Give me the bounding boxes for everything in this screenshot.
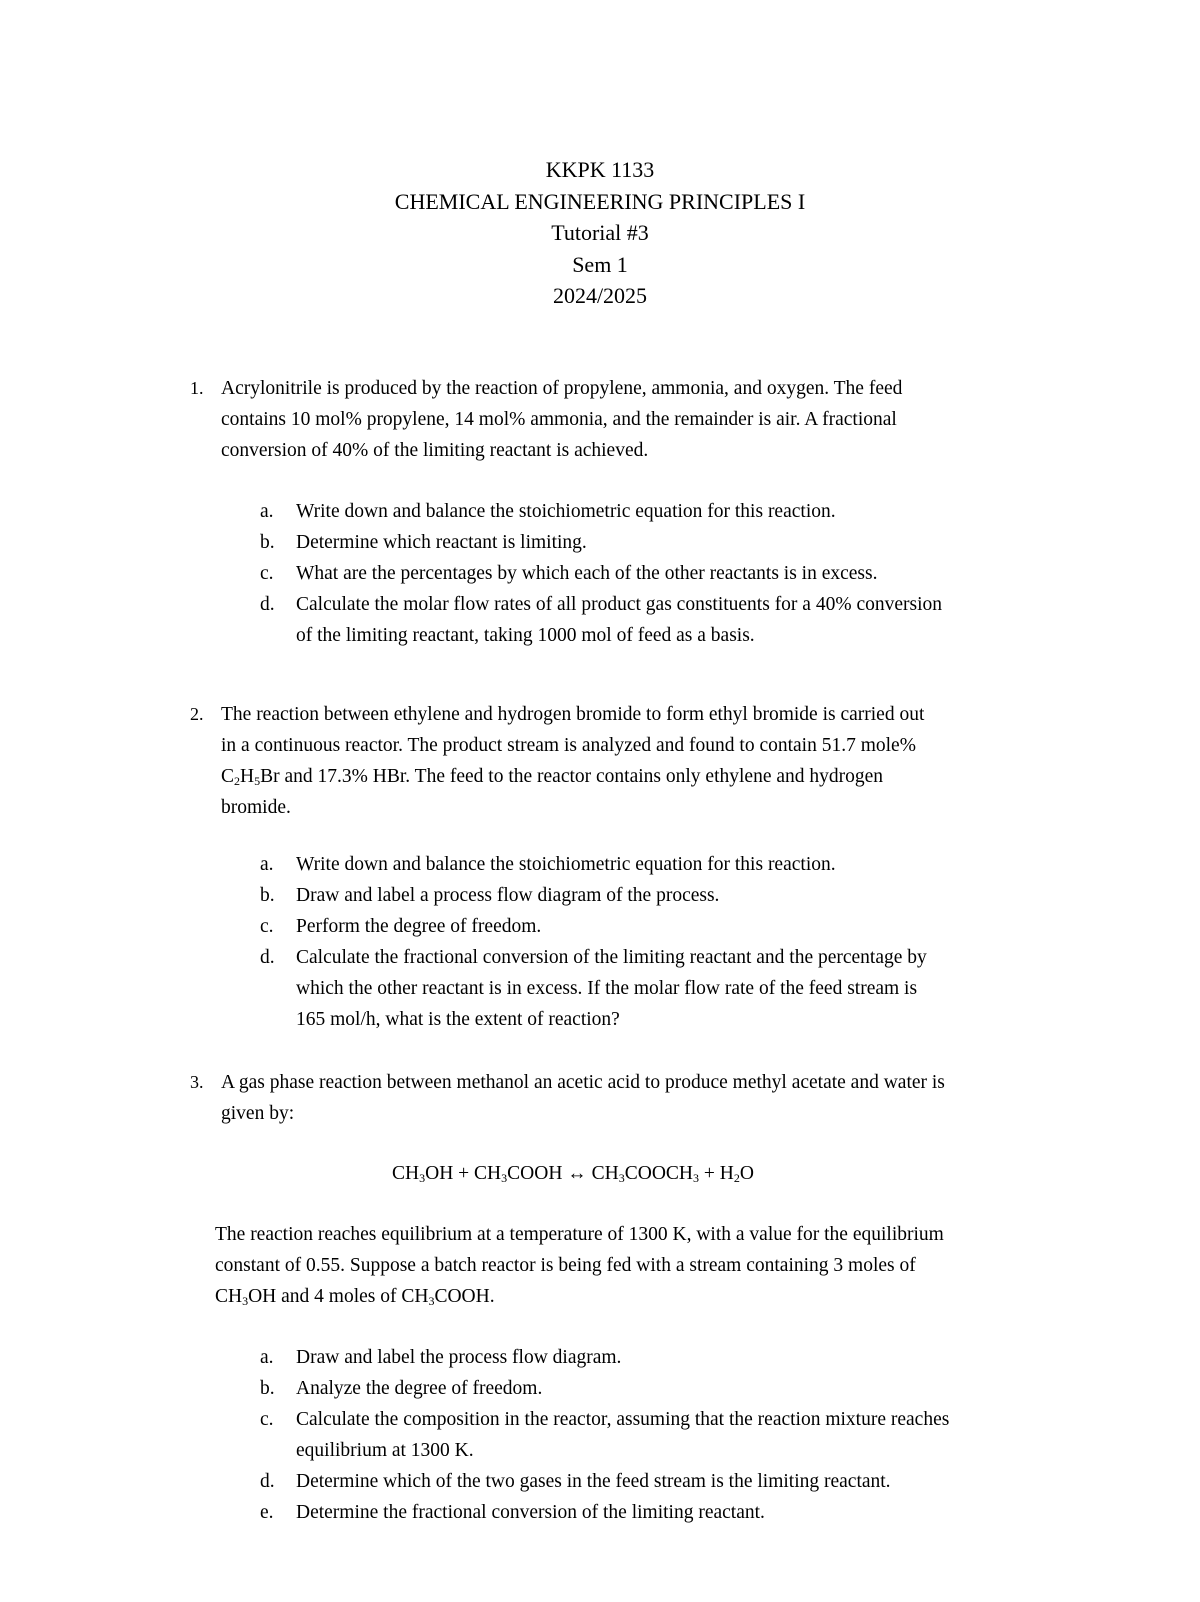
part-c [0, 1404, 1200, 1466]
question-line: A gas phase reaction between methanol an acetic acid to produce methyl acetate and water is [221, 1072, 945, 1093]
equation-part: + H [699, 1163, 734, 1184]
paragraph-line: The reaction reaches equilibrium at a temperature of 1300 K, with a value for the equilibrium [215, 1224, 944, 1245]
part-text: Perform the degree of freedom. [296, 916, 542, 937]
course-code: KKPK 1133 [545, 157, 655, 182]
part-label: c. [260, 563, 274, 584]
part-d [0, 589, 1200, 651]
part-text-continued: of the limiting reactant, taking 1000 mol of feed as a basis. [296, 625, 755, 646]
part-text: Determine which of the two gases in the feed stream is the limiting reactant. [296, 1471, 891, 1492]
subscript: 3 [693, 1171, 700, 1185]
part-text: Determine the fractional conversion of the limiting reactant. [296, 1502, 765, 1523]
subscript: 3 [428, 1294, 435, 1308]
part-label: b. [260, 1378, 275, 1399]
part-text: Draw and label a process flow diagram of the process. [296, 885, 720, 906]
part-label: a. [260, 1347, 274, 1368]
question-line: conversion of 40% of the limiting reactant is achieved. [221, 440, 649, 461]
part-label: e. [260, 1502, 274, 1523]
course-title: CHEMICAL ENGINEERING PRINCIPLES I [394, 188, 806, 214]
part-label: b. [260, 885, 275, 906]
question-text [221, 1067, 1081, 1129]
part-text-continued: equilibrium at 1300 K. [296, 1440, 474, 1461]
paragraph-line: constant of 0.55. Suppose a batch reactor is being fed with a stream containing 3 moles of [215, 1255, 916, 1276]
question-number: 1. [190, 378, 204, 398]
subscript: 3 [501, 1171, 508, 1185]
part-label: d. [260, 947, 275, 968]
subscript: 5 [254, 774, 261, 788]
part-text: Calculate the composition in the reactor, assuming that the reaction mixture reaches [296, 1409, 950, 1430]
part-text: Calculate the fractional conversion of the limiting reactant and the percentage by [296, 947, 927, 968]
part-c [0, 558, 1200, 589]
formula-c: C [221, 766, 235, 787]
formula-h: H [240, 766, 255, 787]
part-label: c. [260, 1409, 274, 1430]
equation-part: O [739, 1163, 754, 1184]
equation-part: CH [392, 1163, 420, 1184]
part-label: a. [260, 854, 274, 875]
equation-part: COOH ↔ CH [507, 1163, 619, 1184]
part-e [0, 1497, 1200, 1528]
part-b [0, 527, 1200, 558]
part-b [0, 880, 1200, 911]
part-text: Write down and balance the stoichiometric equation for this reaction. [296, 501, 836, 522]
part-label: d. [260, 594, 275, 615]
part-a [0, 1342, 1200, 1373]
question-number: 2. [190, 704, 204, 724]
part-text: Draw and label the process flow diagram. [296, 1347, 622, 1368]
part-label: c. [260, 916, 274, 937]
question-number: 3. [190, 1072, 204, 1092]
question-text [221, 699, 1049, 823]
question-3-paragraph [215, 1219, 1079, 1312]
part-text: Calculate the molar flow rates of all product gas constituents for a 40% conversion [296, 594, 943, 615]
document-header [0, 154, 1200, 312]
part-text: Analyze the degree of freedom. [296, 1378, 543, 1399]
part-c [0, 911, 1200, 942]
part-text-continued: which the other reactant is in excess. If the molar flow rate of the feed stream is [296, 978, 918, 999]
part-text: Determine which reactant is limiting. [296, 532, 587, 553]
part-label: b. [260, 532, 275, 553]
subscript: 3 [618, 1171, 625, 1185]
tutorial-number: Tutorial #3 [551, 220, 649, 245]
part-label: a. [260, 501, 274, 522]
question-text [221, 373, 1047, 466]
part-d [0, 1466, 1200, 1497]
part-a [0, 849, 1200, 880]
question-line: given by: [221, 1103, 295, 1124]
subscript: 3 [419, 1171, 426, 1185]
subscript: 2 [733, 1171, 740, 1185]
part-a [0, 496, 1200, 527]
question-line [221, 761, 1049, 792]
paragraph-part: COOH. [434, 1286, 495, 1307]
question-1-parts [0, 496, 1200, 651]
reaction-equation [0, 1158, 1173, 1189]
part-b [0, 1373, 1200, 1404]
academic-year: 2024/2025 [552, 283, 648, 308]
equation-part: OH + CH [425, 1163, 502, 1184]
part-text: What are the percentages by which each of the other reactants is in excess. [296, 563, 878, 584]
paragraph-part: OH and 4 moles of CH [248, 1286, 429, 1307]
question-line: The reaction between ethylene and hydrogen bromide to form ethyl bromide is carried out [221, 704, 925, 725]
equation-part: COOCH [624, 1163, 694, 1184]
subscript: 3 [242, 1294, 249, 1308]
paragraph-part: CH [215, 1286, 243, 1307]
part-text-continued: 165 mol/h, what is the extent of reaction? [296, 1009, 620, 1030]
question-line: in a continuous reactor. The product stream is analyzed and found to contain 51.7 mole% [221, 735, 916, 756]
question-line: Acrylonitrile is produced by the reaction of propylene, ammonia, and oxygen. The feed [221, 378, 903, 399]
question-line: contains 10 mol% propylene, 14 mol% ammonia, and the remainder is air. A fractional [221, 409, 897, 430]
subscript: 2 [234, 774, 241, 788]
semester: Sem 1 [572, 251, 628, 277]
question-3-parts [0, 1342, 1200, 1528]
paragraph-line [215, 1281, 1079, 1312]
question-line: bromide. [221, 797, 291, 818]
part-d [0, 942, 1200, 1035]
part-label: d. [260, 1471, 275, 1492]
question-line-rest: Br and 17.3% HBr. The feed to the reactor contains only ethylene and hydrogen [260, 766, 884, 787]
question-2-parts [0, 849, 1200, 1035]
part-text: Write down and balance the stoichiometric equation for this reaction. [296, 854, 836, 875]
